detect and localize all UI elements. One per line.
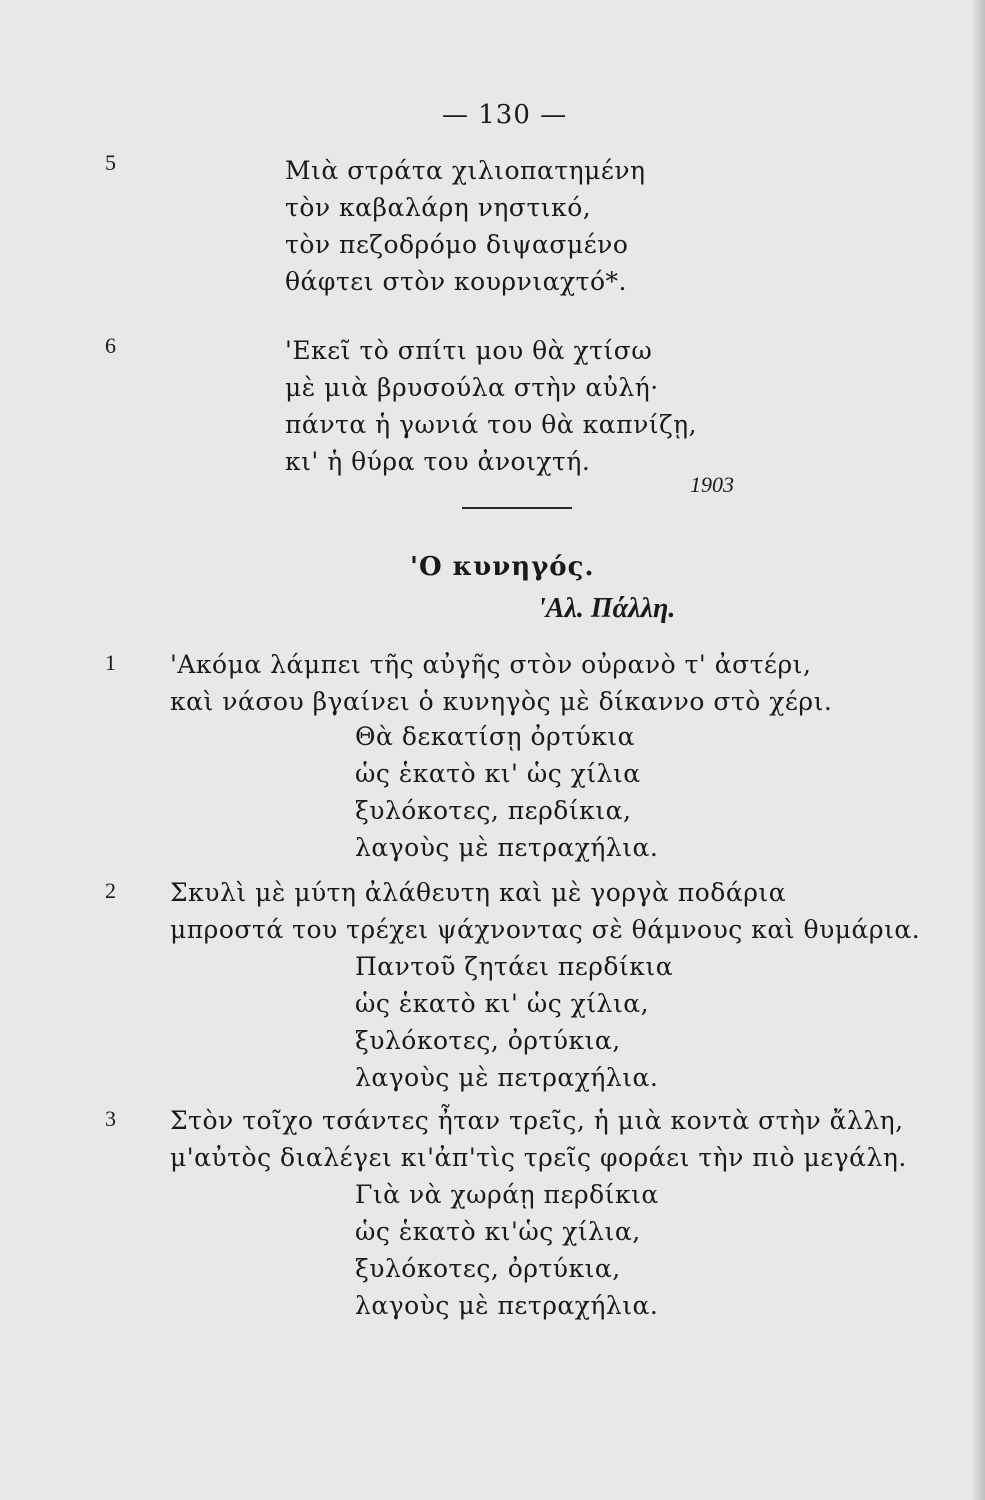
verse-line: πάντα ἡ γωνιά του θὰ καπνίζῃ, [285, 410, 698, 439]
verse-line: κι' ἡ θύρα του ἀνοιχτή. [285, 447, 591, 476]
verse-line: τὸν καβαλάρη νηστικό, [285, 193, 592, 222]
page-number: — 130 — [442, 100, 568, 130]
refrain-line: ὡς ἑκατὸ κι' ὡς χίλια [355, 759, 641, 788]
poem-date: 1903 [690, 472, 734, 497]
verse-line: Μιὰ στράτα χιλιοπατημένη [285, 156, 646, 185]
verse-line: 'Ακόμα λάμπει τῆς αὐγῆς στὸν οὐρανὸ τ' ἀστέρι, [170, 650, 812, 679]
stanza-number: 1 [105, 650, 116, 675]
refrain-line: Θὰ δεκατίσῃ ὀρτύκια [355, 722, 636, 751]
poem-author: 'Αλ. Πάλλη. [538, 593, 676, 624]
verse-line: Στὸν τοῖχο τσάντες ἦταν τρεῖς, ἡ μιὰ κοντὰ στὴν ἄλλη, [170, 1106, 904, 1135]
verse-line: μὲ μιὰ βρυσούλα στὴν αὐλή· [285, 373, 659, 402]
refrain-line: ξυλόκοτες, περδίκια, [355, 796, 632, 825]
stanza-number: 5 [105, 150, 116, 175]
verse-line: 'Εκεῖ τὸ σπίτι μου θὰ χτίσω [285, 336, 653, 365]
section-divider [462, 507, 572, 509]
verse-line: τὸν πεζοδρόμο διψασμένο [285, 230, 629, 259]
stanza-number: 6 [105, 333, 116, 358]
refrain-line: λαγοὺς μὲ πετραχήλια. [355, 833, 659, 862]
refrain-line: Παντοῦ ζητάει περδίκια [355, 952, 674, 981]
poem-title: 'Ο κυνηγός. [410, 552, 595, 582]
stanza-number: 3 [105, 1106, 116, 1131]
refrain-line: λαγοὺς μὲ πετραχήλια. [355, 1291, 659, 1320]
stanza-number: 2 [105, 878, 116, 903]
verse-line: μ'αὐτὸς διαλέγει κι'ἀπ'τὶς τρεῖς φοράει τὴν πιὸ μεγάλη. [170, 1143, 907, 1172]
refrain-line: Γιὰ νὰ χωράῃ περδίκια [355, 1180, 659, 1209]
refrain-line: ὡς ἑκατὸ κι'ὡς χίλια, [355, 1217, 641, 1246]
verse-line: μπροστά του τρέχει ψάχνοντας σὲ θάμνους καὶ θυμάρια. [170, 915, 921, 944]
verse-line: Σκυλὶ μὲ μύτη ἀλάθευτη καὶ μὲ γοργὰ ποδάρια [170, 878, 787, 907]
verse-line: καὶ νάσου βγαίνει ὁ κυνηγὸς μὲ δίκαννο στὸ χέρι. [170, 687, 833, 716]
refrain-line: ὡς ἑκατὸ κι' ὡς χίλια, [355, 989, 650, 1018]
refrain-line: ξυλόκοτες, ὀρτύκια, [355, 1254, 621, 1283]
refrain-line: λαγοὺς μὲ πετραχήλια. [355, 1063, 659, 1092]
refrain-line: ξυλόκοτες, ὀρτύκια, [355, 1026, 621, 1055]
verse-line: θάφτει στὸν κουρνιαχτό*. [285, 267, 627, 296]
